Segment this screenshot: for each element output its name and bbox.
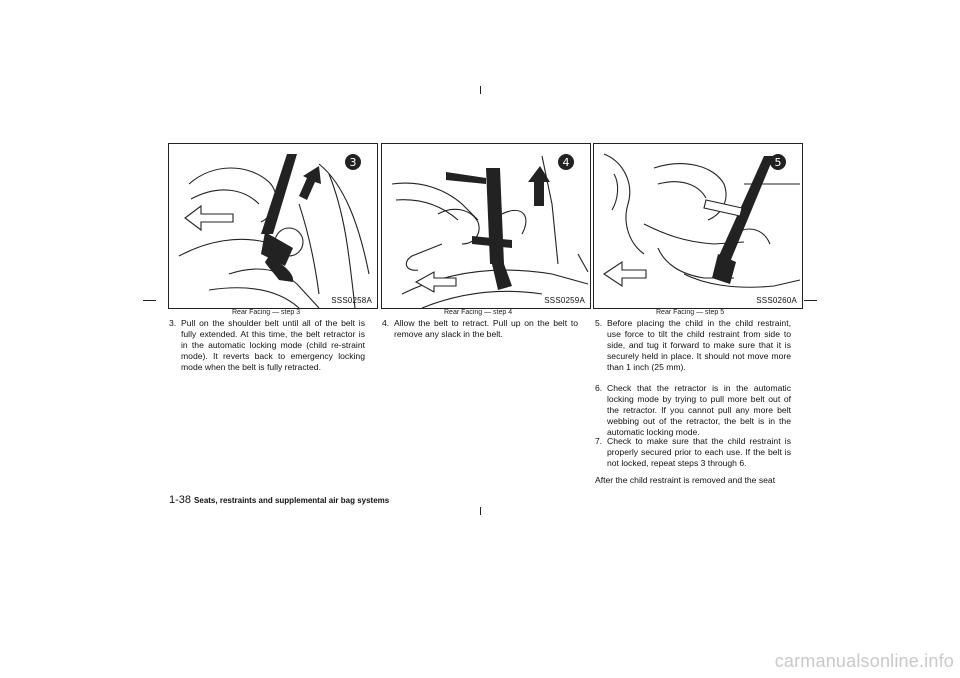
step-text: Before placing the child in the child restraint, use force to tilt the child restraint from side to side, and tug it forward to make sure that it is securely held in place. It should not move more than 1 inch (25 mm). xyxy=(607,318,791,373)
figure-caption: Rear Facing — step 3 xyxy=(232,309,301,316)
crop-mark-left xyxy=(143,300,156,301)
step-5 xyxy=(595,318,791,373)
illustration-belt-retract xyxy=(382,144,590,308)
crop-mark-top xyxy=(480,86,481,94)
figure-code: SSS0259A xyxy=(544,296,585,305)
step-number: 3. xyxy=(169,318,177,328)
figure-caption: Rear Facing — step 5 xyxy=(656,309,725,316)
trailing-paragraph: After the child restraint is removed and the seat xyxy=(595,475,776,485)
page-footer xyxy=(169,490,389,508)
watermark: carmanualsonline.info xyxy=(774,651,954,671)
figure-badge: 5 xyxy=(774,156,782,169)
step-text: Check to make sure that the child restraint is properly secured prior to each use. If the belt is not locked, repeat steps 3 through 6. xyxy=(607,436,791,469)
step-text: Allow the belt to retract. Pull up on the belt to remove any slack in the belt. xyxy=(394,318,578,340)
step-6 xyxy=(595,383,791,438)
step-number: 4. xyxy=(382,318,390,328)
figure-step-4 xyxy=(381,143,591,309)
figure-code: SSS0260A xyxy=(756,296,797,305)
figure-code: SSS0258A xyxy=(331,296,372,305)
figure-step-5 xyxy=(593,143,803,309)
crop-mark-bottom xyxy=(480,507,481,515)
illustration-shoulder-belt-pull xyxy=(169,144,377,308)
figure-badge: 3 xyxy=(349,156,357,169)
step-4 xyxy=(382,318,578,340)
step-text: Pull on the shoulder belt until all of the belt is fully extended. At this time, the belt retractor is in the automatic locking mode (child re-straint mode). It reverts back to emergency locking mode when the belt is fully retracted. xyxy=(181,318,365,373)
figure-caption: Rear Facing — step 4 xyxy=(444,309,513,316)
illustration-restraint-tug xyxy=(594,144,802,308)
section-title: Seats, restraints and supplemental air bag systems xyxy=(194,496,390,505)
step-7 xyxy=(595,436,791,469)
step-text: Check that the retractor is in the automatic locking mode by trying to pull more belt out of the retractor. If you cannot pull any more belt webbing out of the retractor, the belt is in the automatic locking mode. xyxy=(607,383,791,438)
step-number: 5. xyxy=(595,318,603,328)
page-number: 1-38 xyxy=(169,494,192,506)
step-number: 7. xyxy=(595,436,603,446)
step-3 xyxy=(169,318,365,373)
crop-mark-right xyxy=(804,300,817,301)
figure-step-3 xyxy=(168,143,378,309)
step-number: 6. xyxy=(595,383,603,393)
figure-badge: 4 xyxy=(562,156,570,169)
